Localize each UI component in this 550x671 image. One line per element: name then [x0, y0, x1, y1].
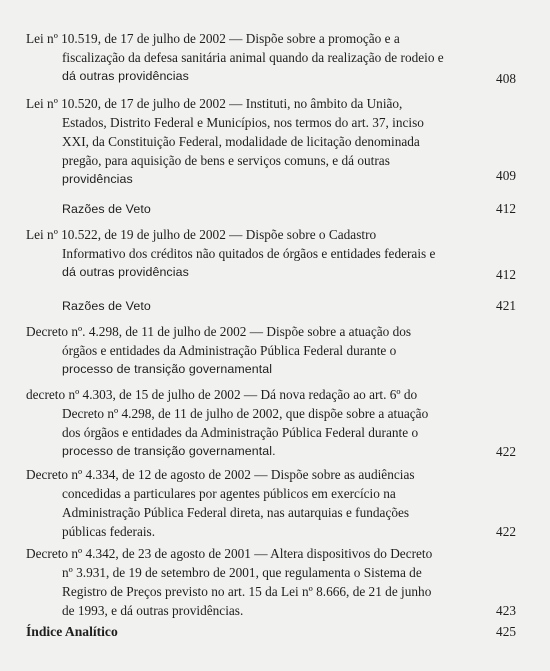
- toc-entry-line: públicas federais.: [62, 524, 156, 539]
- toc-page-number: 423: [496, 603, 516, 618]
- toc-entry-line: de 1993, e dá outras providências.: [62, 603, 244, 618]
- toc-entry-line: órgãos e entidades da Administração Pública Federal durante o: [62, 343, 397, 358]
- toc-entry-line: pregão, para aquisição de bens e serviços comuns, e dá outras: [62, 153, 390, 168]
- toc-entry-line: Informativo dos créditos não quitados de órgãos e entidades federais e: [62, 246, 436, 261]
- toc-entry-razoes-de-veto: [62, 296, 516, 316]
- toc-entry-line: Lei nº 10.522, de 19 de julho de 2002 — Dispõe sobre o Cadastro: [26, 227, 377, 242]
- toc-entry-line: dá outras providências: [62, 69, 189, 83]
- toc-page-number: 422: [496, 444, 516, 459]
- toc-entry-line: Registro de Preços previsto no art. 15 da Lei nº 8.666, de 21 de junho: [62, 584, 432, 599]
- toc-entry-line: Lei nº 10.520, de 17 de julho de 2002 — Instituti, no âmbito da União,: [26, 96, 403, 111]
- toc-page-number: 412: [496, 267, 516, 282]
- toc-entry-line: Administração Pública Federal direta, nas autarquias e fundações: [62, 505, 410, 520]
- toc-entry-decreto-4298: [26, 322, 516, 379]
- toc-page-number: 412: [496, 201, 516, 216]
- toc-page-number: 425: [496, 624, 516, 639]
- toc-entry-line: Razões de Veto: [62, 299, 151, 313]
- toc-entry-line: processo de transição governamental: [62, 362, 273, 376]
- toc-entry-line: XXI, da Constituição Federal, modalidade de licitação denominada: [62, 134, 420, 149]
- toc-entry-line: Decreto nº 4.342, de 23 de agosto de 2001 — Altera dispositivos do Decreto: [26, 546, 433, 561]
- toc-page-number: 408: [496, 71, 516, 86]
- index-heading: Índice Analítico: [26, 624, 118, 639]
- toc-entry-razoes-de-veto: [62, 199, 516, 219]
- toc-entry-line: decreto nº 4.303, de 15 de julho de 2002 — Dá nova redação ao art. 6º do: [26, 387, 418, 402]
- toc-entry-indice-analitico: [26, 622, 516, 641]
- toc-entry-lei-10522: [26, 225, 516, 282]
- toc-entry-line: processo de transição governamental.: [62, 444, 276, 458]
- toc-entry-line: Decreto nº 4.298, de 11 de julho de 2002, que dispõe sobre a atuação: [62, 406, 429, 421]
- toc-entry-lei-10520: [26, 94, 516, 189]
- toc-entry-line: dos órgãos e entidades da Administração Pública Federal durante o: [62, 425, 419, 440]
- toc-entry-line: nº 3.931, de 19 de setembro de 2001, que regulamenta o Sistema de: [62, 565, 422, 580]
- toc-entry-line: concedidas a particulares por agentes públicos em exercício na: [62, 486, 396, 501]
- toc-entry-line: Lei nº 10.519, de 17 de julho de 2002 — Dispõe sobre a promoção e a: [26, 31, 400, 46]
- toc-entry-line: Estados, Distrito Federal e Municípios, nos termos do art. 37, inciso: [62, 115, 424, 130]
- toc-page-number: 421: [496, 298, 516, 313]
- toc-entry-decreto-4303: [26, 385, 516, 461]
- toc-entry-line: Decreto nº. 4.298, de 11 de julho de 2002 — Dispõe sobre a atuação dos: [26, 324, 412, 339]
- toc-page-number: 409: [496, 168, 516, 183]
- toc-page-number: 422: [496, 524, 516, 539]
- toc-entry-decreto-4334: [26, 465, 516, 541]
- toc-entry-line: Razões de Veto: [62, 202, 151, 216]
- toc-entry-decreto-4342: [26, 544, 516, 620]
- toc-entry-line: providências: [62, 172, 133, 186]
- toc-entry-line: dá outras providências: [62, 265, 189, 279]
- toc-entry-line: Decreto nº 4.334, de 12 de agosto de 2002 — Dispõe sobre as audiências: [26, 467, 415, 482]
- toc-entry-lei-10519: [26, 29, 516, 86]
- toc-entry-line: fiscalização da defesa sanitária animal quando da realização de rodeio e: [62, 50, 444, 65]
